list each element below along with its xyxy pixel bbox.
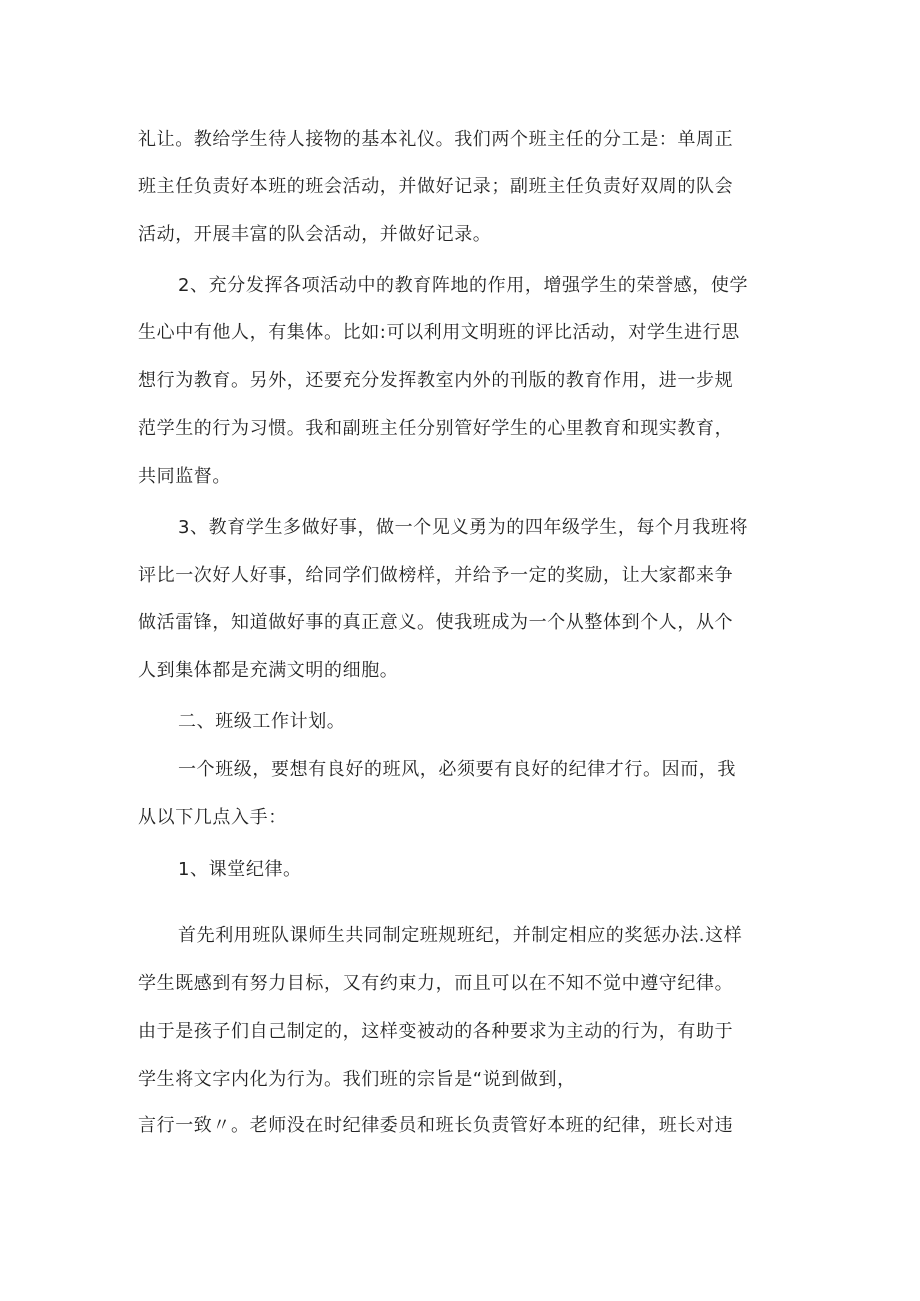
text-line: 由于是孩子们自己制定的，这样变被动的各种要求为主动的行为，有助于 [138,1021,734,1042]
text-line: 评比一次好人好事，给同学们做榜样，并给予一定的奖励，让大家都来争 [138,565,734,586]
text-line: 想行为教育。另外，还要充分发挥教室内外的刊版的教育作用，进一步规 [138,370,734,391]
text-line: 共同监督。 [138,466,231,487]
text-line: 生心中有他人，有集体。比如:可以利用文明班的评比活动，对学生进行思 [138,322,740,343]
text-line: 2、充分发挥各项活动中的教育阵地的作用，增强学生的荣誉感，使学 [178,275,749,296]
text-line: 言行一致〃。老师没在时纪律委员和班长负责管好本班的纪律，班长对违 [138,1115,734,1136]
text-line: 学生将文字内化为行为。我们班的宗旨是“说到做到， [138,1069,576,1090]
text-line: 做活雷锋，知道做好事的真正意义。使我班成为一个从整体到个人，从个 [138,612,734,633]
text-line: 学生既感到有努力目标，又有约束力，而且可以在不知不觉中遵守纪律。 [138,973,734,994]
text-line: 范学生的行为习惯。我和副班主任分别管好学生的心里教育和现实教育， [138,418,734,439]
text-line: 首先利用班队课师生共同制定班规班纪，并制定相应的奖惩办法.这样 [178,925,743,946]
subsection-heading: 1、课堂纪律。 [178,859,302,880]
section-heading: 二、班级工作计划。 [178,711,346,732]
text-line: 活动，开展丰富的队会活动，并做好记录。 [138,224,492,245]
text-line: 礼让。教给学生待人接物的基本礼仪。我们两个班主任的分工是：单周正 [138,129,734,150]
text-line: 3、教育学生多做好事，做一个见义勇为的四年级学生，每个月我班将 [178,517,749,538]
text-line: 一个班级，要想有良好的班风，必须要有良好的纪律才行。因而，我 [178,759,736,780]
text-line: 从以下几点入手： [138,807,287,828]
text-line: 班主任负责好本班的班会活动，并做好记录；副班主任负责好双周的队会 [138,176,734,197]
text-line: 人到集体都是充满文明的细胞。 [138,660,399,681]
